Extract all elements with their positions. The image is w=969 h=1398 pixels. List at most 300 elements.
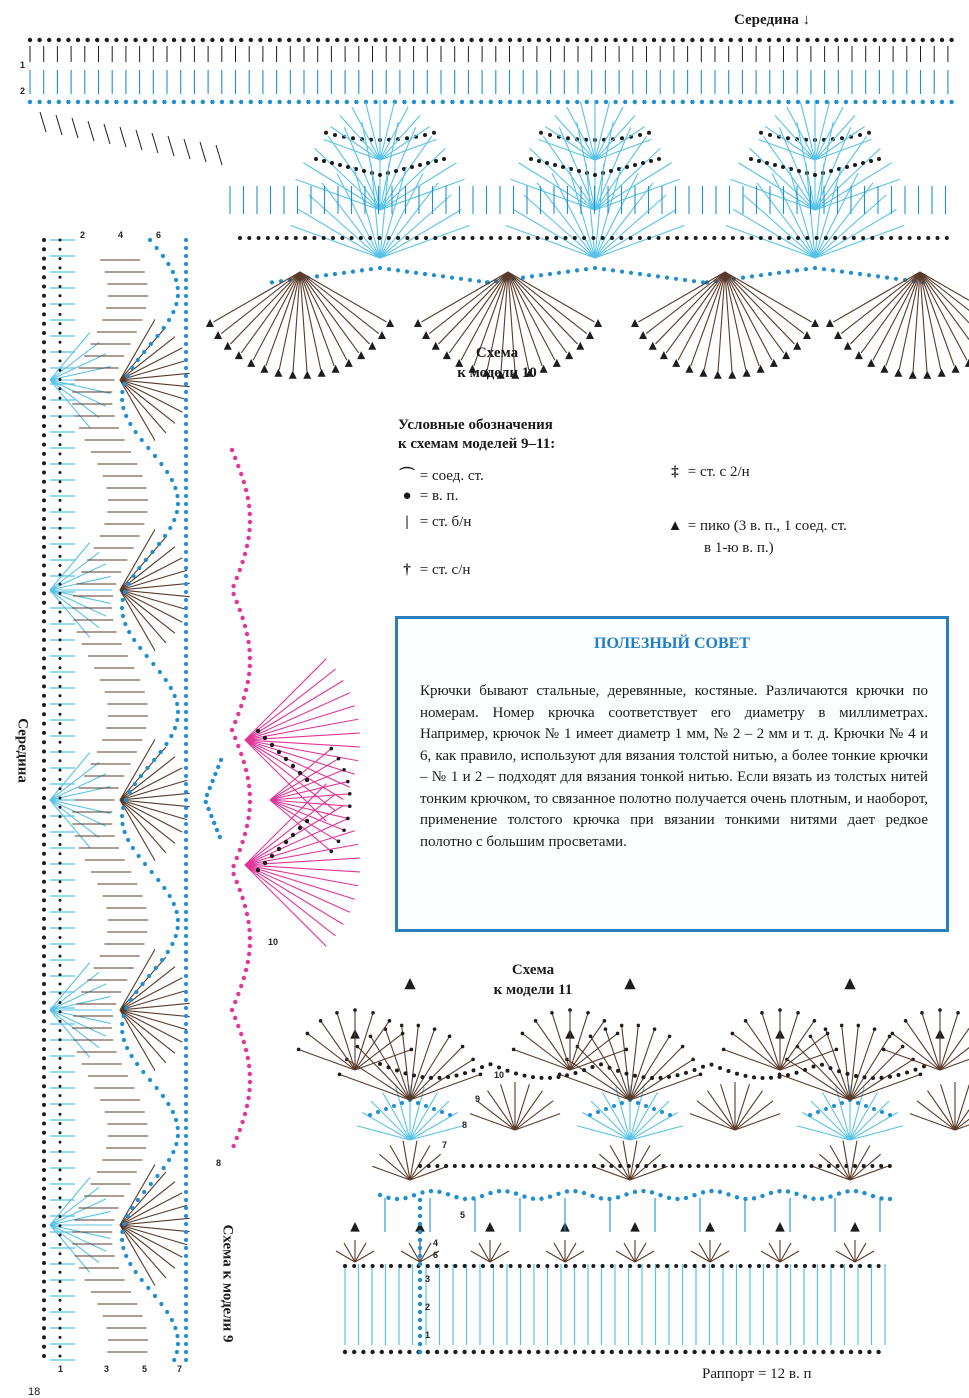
chain-dot bbox=[150, 870, 154, 874]
chain-dot bbox=[429, 1076, 433, 1080]
scheme11-row-number: 5 bbox=[460, 1210, 466, 1220]
chain-dot bbox=[42, 378, 46, 382]
chain-dot bbox=[128, 790, 132, 794]
chain-dot bbox=[184, 302, 188, 306]
chain-dot bbox=[378, 173, 382, 177]
chain-dot bbox=[821, 1264, 825, 1268]
legend-item-picot-cont: в 1-ю в. п.) bbox=[704, 540, 774, 556]
chain-dot bbox=[521, 276, 525, 280]
chain-dot bbox=[240, 840, 244, 844]
chain-dot bbox=[610, 1264, 614, 1268]
chain-dot bbox=[604, 38, 608, 42]
chain-dot bbox=[882, 1048, 886, 1052]
chain-dot bbox=[174, 278, 178, 282]
chain-dot bbox=[42, 433, 46, 437]
chain-dot bbox=[585, 38, 589, 42]
chain-dot bbox=[642, 1075, 646, 1079]
chain-dot bbox=[247, 784, 251, 788]
chain-dot bbox=[582, 1191, 586, 1195]
picot-mark bbox=[214, 331, 222, 339]
chain-dot bbox=[277, 847, 281, 851]
chain-dot bbox=[184, 750, 188, 754]
chain-dot bbox=[876, 1350, 880, 1354]
chain-dot bbox=[701, 1190, 705, 1194]
stitch-line bbox=[762, 1013, 780, 1070]
chain-dot bbox=[836, 1164, 840, 1168]
chain-dot bbox=[42, 1047, 46, 1051]
chain-dot bbox=[125, 1214, 129, 1218]
stitch-line bbox=[120, 1010, 166, 1063]
chain-dot bbox=[210, 38, 214, 42]
stitch-line bbox=[735, 1114, 780, 1130]
chain-dot bbox=[235, 880, 239, 884]
chain-dot bbox=[658, 1193, 662, 1197]
chain-dot bbox=[633, 100, 637, 104]
scheme9-row-number: 4 bbox=[118, 230, 124, 240]
stitch-line bbox=[470, 1114, 515, 1130]
chain-dot bbox=[584, 267, 588, 271]
chain-dot bbox=[352, 1350, 356, 1354]
chain-dot bbox=[120, 822, 124, 826]
chain-dot bbox=[666, 236, 670, 240]
stitch-line bbox=[595, 183, 653, 258]
chain-dot bbox=[184, 830, 188, 834]
chain-dot bbox=[564, 1264, 568, 1268]
chain-dot bbox=[857, 1024, 861, 1028]
chain-dot bbox=[239, 38, 243, 42]
chain-dot bbox=[396, 236, 400, 240]
chain-dot bbox=[825, 38, 829, 42]
chain-dot bbox=[345, 100, 349, 104]
chain-dot bbox=[184, 574, 188, 578]
chain-dot bbox=[162, 100, 166, 104]
chain-dot bbox=[463, 1071, 467, 1075]
chain-dot bbox=[844, 1164, 848, 1168]
chain-dot bbox=[42, 1094, 46, 1098]
chain-dot bbox=[490, 1350, 494, 1354]
chain-dot bbox=[122, 1038, 126, 1042]
chain-dot bbox=[42, 1270, 46, 1274]
chain-dot bbox=[306, 1032, 310, 1036]
chain-dot bbox=[930, 100, 934, 104]
chain-dot bbox=[575, 268, 579, 272]
chain-dot bbox=[59, 1057, 62, 1060]
chain-dot bbox=[121, 406, 125, 410]
chain-dot bbox=[123, 590, 127, 594]
chain-dot bbox=[620, 1024, 624, 1028]
chain-dot bbox=[42, 777, 46, 781]
chain-dot bbox=[818, 1164, 822, 1168]
chain-dot bbox=[828, 1194, 832, 1198]
chain-dot bbox=[184, 422, 188, 426]
chain-dot bbox=[691, 1058, 695, 1062]
stitch-line bbox=[380, 226, 469, 258]
chain-dot bbox=[246, 496, 250, 500]
chain-dot bbox=[145, 654, 149, 658]
stitch-line bbox=[40, 112, 46, 132]
chain-dot bbox=[42, 1066, 46, 1070]
chain-dot bbox=[184, 814, 188, 818]
chain-dot bbox=[418, 1238, 422, 1242]
picot-mark bbox=[811, 319, 819, 327]
chain-dot bbox=[59, 1215, 62, 1218]
chain-dot bbox=[761, 1076, 765, 1080]
chain-dot bbox=[625, 1072, 629, 1076]
stitch-line bbox=[570, 1033, 618, 1070]
chain-dot bbox=[165, 1310, 169, 1314]
chain-dot bbox=[450, 100, 454, 104]
chain-dot bbox=[369, 267, 373, 271]
chain-dot bbox=[546, 38, 550, 42]
chain-dot bbox=[184, 926, 188, 930]
stitch-line bbox=[725, 272, 804, 334]
chain-dot bbox=[42, 564, 46, 568]
chain-dot bbox=[414, 271, 418, 275]
stitch-line bbox=[724, 1049, 780, 1070]
chain-dot bbox=[418, 1214, 422, 1218]
chain-dot bbox=[184, 1254, 188, 1258]
chain-dot bbox=[42, 368, 46, 372]
stitch-line bbox=[72, 118, 78, 138]
chain-dot bbox=[418, 1222, 422, 1226]
chain-dot bbox=[66, 100, 70, 104]
chain-dot bbox=[665, 1350, 669, 1354]
chain-dot bbox=[59, 536, 62, 539]
chain-dot bbox=[926, 236, 930, 240]
chain-dot bbox=[646, 1350, 650, 1354]
stitch-line bbox=[50, 1199, 106, 1225]
chain-dot bbox=[418, 1342, 422, 1346]
chain-dot bbox=[739, 1264, 743, 1268]
chain-dot bbox=[242, 696, 246, 700]
chain-dot bbox=[146, 1286, 150, 1290]
chain-dot bbox=[891, 1032, 895, 1036]
chain-dot bbox=[714, 1164, 718, 1168]
chain-dot bbox=[684, 1196, 688, 1200]
stitch-line bbox=[630, 1166, 668, 1180]
chain-dot bbox=[843, 236, 847, 240]
chain-dot bbox=[472, 1264, 476, 1268]
chain-dot bbox=[512, 1048, 516, 1052]
chain-dot bbox=[239, 704, 243, 708]
chain-dot bbox=[171, 1150, 175, 1154]
chain-dot bbox=[418, 1350, 422, 1354]
chain-dot bbox=[644, 1104, 648, 1108]
chain-dot bbox=[184, 1262, 188, 1266]
chain-dot bbox=[769, 1076, 773, 1080]
chain-dot bbox=[215, 828, 219, 832]
chain-dot bbox=[854, 1074, 858, 1078]
chain-dot bbox=[545, 236, 549, 240]
chain-dot bbox=[184, 446, 188, 450]
chain-dot bbox=[175, 510, 179, 514]
chain-dot bbox=[444, 1164, 448, 1168]
chain-dot bbox=[184, 342, 188, 346]
chain-dot bbox=[498, 236, 502, 240]
chain-dot bbox=[345, 38, 349, 42]
chain-dot bbox=[432, 273, 436, 277]
chain-dot bbox=[157, 542, 161, 546]
chain-dot bbox=[219, 758, 223, 762]
chain-dot bbox=[184, 1206, 188, 1210]
chain-dot bbox=[722, 1048, 726, 1052]
picot-mark bbox=[909, 371, 917, 379]
stitch-line bbox=[120, 1225, 175, 1268]
chain-dot bbox=[143, 38, 147, 42]
chain-dot bbox=[844, 100, 848, 104]
chain-dot bbox=[249, 100, 253, 104]
chain-dot bbox=[59, 294, 62, 297]
chain-dot bbox=[757, 38, 761, 42]
chain-dot bbox=[42, 415, 46, 419]
chain-dot bbox=[132, 638, 136, 642]
chain-dot bbox=[760, 1194, 764, 1198]
chain-dot bbox=[59, 890, 62, 893]
chain-dot bbox=[767, 38, 771, 42]
chain-dot bbox=[184, 710, 188, 714]
chain-dot bbox=[628, 1264, 632, 1268]
chain-dot bbox=[169, 734, 173, 738]
chain-dot bbox=[184, 694, 188, 698]
chain-dot bbox=[602, 267, 606, 271]
chain-dot bbox=[161, 1094, 165, 1098]
chain-dot bbox=[684, 236, 688, 240]
chain-dot bbox=[42, 350, 46, 354]
chain-dot bbox=[509, 1264, 513, 1268]
chain-dot bbox=[184, 918, 188, 922]
stitch-line bbox=[780, 1021, 814, 1070]
chain-dot bbox=[815, 100, 819, 104]
chain-dot bbox=[460, 100, 464, 104]
chain-dot bbox=[435, 1350, 439, 1354]
chain-dot bbox=[497, 1066, 501, 1070]
chain-dot bbox=[306, 100, 310, 104]
picot-mark bbox=[422, 331, 430, 339]
chain-dot bbox=[620, 136, 624, 140]
stitch-line bbox=[744, 195, 815, 258]
chain-dot bbox=[59, 1206, 62, 1209]
chain-dot bbox=[499, 1350, 503, 1354]
chain-dot bbox=[853, 38, 857, 42]
chain-dot bbox=[840, 136, 844, 140]
chain-dot bbox=[42, 843, 46, 847]
chain-dot bbox=[151, 662, 155, 666]
chain-dot bbox=[388, 1019, 392, 1023]
chain-dot bbox=[59, 490, 62, 493]
stitch-line bbox=[337, 1013, 355, 1070]
chain-dot bbox=[583, 1164, 587, 1168]
chain-dot bbox=[356, 1045, 360, 1049]
chain-dot bbox=[407, 1264, 411, 1268]
chain-dot bbox=[692, 279, 696, 283]
stitch-line bbox=[630, 1059, 693, 1100]
chain-dot bbox=[184, 1294, 188, 1298]
chain-dot bbox=[360, 268, 364, 272]
chain-dot bbox=[373, 38, 377, 42]
chain-dot bbox=[59, 397, 62, 400]
chain-dot bbox=[184, 1222, 188, 1226]
chain-dot bbox=[820, 1063, 824, 1067]
chain-dot bbox=[785, 1264, 789, 1268]
chain-dot bbox=[120, 1238, 124, 1242]
chain-dot bbox=[522, 1194, 526, 1198]
chain-dot bbox=[184, 1342, 188, 1346]
stitch-line bbox=[184, 139, 190, 159]
chain-dot bbox=[59, 1113, 62, 1116]
chain-dot bbox=[42, 1317, 46, 1321]
chain-dot bbox=[368, 1113, 372, 1117]
chain-dot bbox=[338, 1073, 342, 1077]
chain-dot bbox=[750, 236, 754, 240]
chain-dot bbox=[662, 1164, 666, 1168]
chain-dot bbox=[601, 1264, 605, 1268]
chain-dot bbox=[858, 133, 862, 137]
stitch-line bbox=[50, 800, 106, 826]
chain-dot bbox=[59, 1131, 62, 1134]
chain-dot bbox=[59, 322, 62, 325]
stitch-line bbox=[726, 226, 815, 258]
chain-dot bbox=[376, 1110, 380, 1114]
chain-dot bbox=[42, 303, 46, 307]
chain-dot bbox=[59, 815, 62, 818]
stitch-line bbox=[732, 1033, 780, 1070]
chain-dot bbox=[463, 1264, 467, 1268]
chain-dot bbox=[42, 945, 46, 949]
chain-dot bbox=[692, 1350, 696, 1354]
chain-dot bbox=[867, 273, 871, 277]
chain-dot bbox=[468, 278, 472, 282]
chain-dot bbox=[863, 1075, 867, 1079]
chain-dot bbox=[862, 1164, 866, 1168]
chain-dot bbox=[169, 686, 173, 690]
chain-dot bbox=[667, 1075, 671, 1079]
chain-dot bbox=[184, 406, 188, 410]
chain-dot bbox=[172, 518, 176, 522]
chain-dot bbox=[59, 266, 62, 269]
chain-dot bbox=[42, 750, 46, 754]
chain-dot bbox=[731, 236, 735, 240]
picot-mark bbox=[649, 342, 657, 350]
chain-dot bbox=[418, 1326, 422, 1330]
chain-dot bbox=[801, 1164, 805, 1168]
chain-dot bbox=[748, 1264, 752, 1268]
chain-dot bbox=[849, 1350, 853, 1354]
chain-dot bbox=[480, 1194, 484, 1198]
chain-dot bbox=[652, 38, 656, 42]
chain-dot bbox=[125, 374, 129, 378]
chain-dot bbox=[248, 520, 252, 524]
chain-dot bbox=[59, 713, 62, 716]
chain-dot bbox=[149, 1182, 153, 1186]
chain-dot bbox=[170, 942, 174, 946]
chain-dot bbox=[873, 100, 877, 104]
chain-dot bbox=[508, 236, 512, 240]
chain-dot bbox=[656, 274, 660, 278]
chain-dot bbox=[556, 100, 560, 104]
chain-dot bbox=[348, 792, 352, 796]
chain-dot bbox=[548, 1195, 552, 1199]
chain-dot bbox=[59, 332, 62, 335]
chain-dot bbox=[537, 38, 541, 42]
chain-dot bbox=[42, 889, 46, 893]
chain-dot bbox=[825, 100, 829, 104]
chain-dot bbox=[661, 100, 665, 104]
chain-dot bbox=[727, 1069, 731, 1073]
chain-dot bbox=[105, 100, 109, 104]
chain-dot bbox=[59, 1029, 62, 1032]
chain-dot bbox=[343, 1264, 347, 1268]
chain-dot bbox=[122, 830, 126, 834]
chain-dot bbox=[757, 159, 761, 163]
chain-dot bbox=[164, 742, 168, 746]
chain-dot bbox=[59, 852, 62, 855]
chain-dot bbox=[380, 1264, 384, 1268]
chain-dot bbox=[184, 1126, 188, 1130]
chain-dot bbox=[238, 236, 242, 240]
chain-dot bbox=[162, 1166, 166, 1170]
chain-dot bbox=[393, 38, 397, 42]
picot-mark bbox=[485, 1222, 495, 1232]
chain-dot bbox=[59, 1280, 62, 1283]
stitch-line bbox=[300, 272, 379, 334]
chain-dot bbox=[297, 1048, 301, 1052]
chain-dot bbox=[42, 1131, 46, 1135]
chain-dot bbox=[796, 236, 800, 240]
stitch-line bbox=[841, 272, 920, 334]
chain-dot bbox=[659, 1076, 663, 1080]
chain-dot bbox=[719, 100, 723, 104]
chain-dot bbox=[159, 1302, 163, 1306]
stitch-line bbox=[595, 226, 684, 258]
chain-dot bbox=[121, 1246, 125, 1250]
chain-dot bbox=[803, 1195, 807, 1199]
chain-dot bbox=[59, 657, 62, 660]
chain-dot bbox=[128, 422, 132, 426]
chain-dot bbox=[729, 38, 733, 42]
chain-dot bbox=[849, 271, 853, 275]
chain-dot bbox=[42, 591, 46, 595]
chain-dot bbox=[660, 1110, 664, 1114]
chain-dot bbox=[231, 1144, 235, 1148]
chain-dot bbox=[324, 131, 328, 135]
chain-dot bbox=[633, 163, 637, 167]
scheme9-row-number: 6 bbox=[156, 230, 162, 240]
chain-dot bbox=[121, 806, 125, 810]
chain-dot bbox=[184, 254, 188, 258]
picot-mark bbox=[404, 978, 415, 989]
chain-dot bbox=[297, 100, 301, 104]
chain-dot bbox=[876, 274, 880, 278]
chain-dot bbox=[565, 1073, 569, 1077]
chain-dot bbox=[184, 486, 188, 490]
chain-dot bbox=[462, 1164, 466, 1168]
chain-dot bbox=[59, 257, 62, 260]
chain-dot bbox=[59, 983, 62, 986]
chain-dot bbox=[443, 236, 447, 240]
chain-dot bbox=[613, 100, 617, 104]
chain-dot bbox=[162, 886, 166, 890]
chain-dot bbox=[537, 100, 541, 104]
chain-dot bbox=[59, 378, 62, 381]
chain-dot bbox=[421, 100, 425, 104]
chain-dot bbox=[546, 100, 550, 104]
chain-dot bbox=[59, 824, 62, 827]
chain-dot bbox=[270, 743, 274, 747]
chain-dot bbox=[786, 1073, 790, 1077]
chain-dot bbox=[59, 899, 62, 902]
chain-dot bbox=[527, 100, 531, 104]
chain-dot bbox=[490, 1264, 494, 1268]
